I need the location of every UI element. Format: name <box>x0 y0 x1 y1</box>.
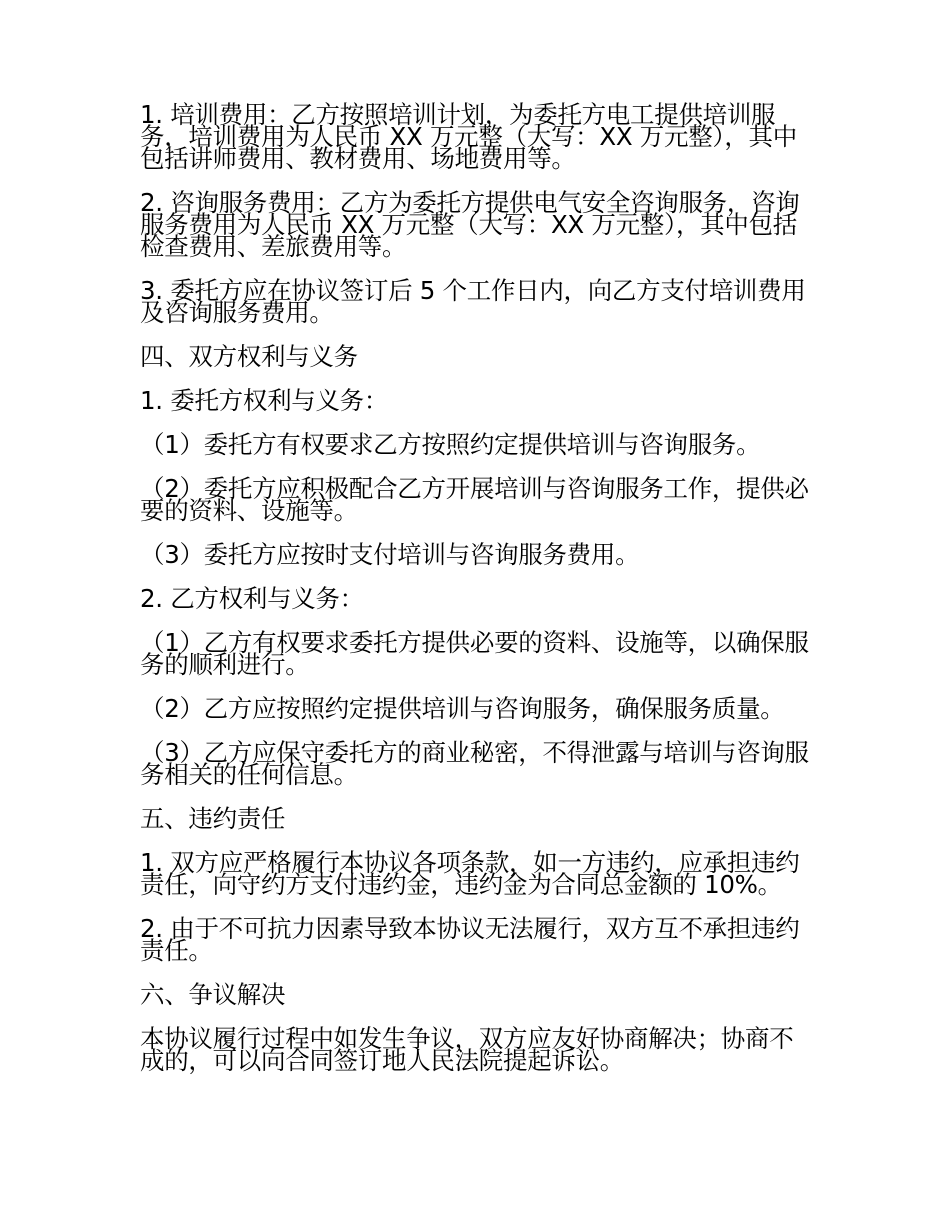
section-heading-breach: 五、违约责任 <box>140 804 286 833</box>
section-heading-rights: 四、双方权利与义务 <box>140 342 358 371</box>
section-heading-dispute: 六、争议解决 <box>140 980 286 1009</box>
paragraph-client-rights-title: 1. 委托方权利与义务： <box>140 386 389 415</box>
paragraph-dispute: 本协议履行过程中如发生争议，双方应友好协商解决；协商不成的，可以向合同签订地人民法院提起诉讼。 <box>140 1024 794 1075</box>
paragraph-fee-consulting: 2. 咨询服务费用：乙方为委托方提供电气安全咨询服务，咨询服务费用为人民币 XX 万元整（大写：XX 万元整），其中包括检查费用、差旅费用等。 <box>140 188 800 261</box>
paragraph-payment-deadline: 3. 委托方应在协议签订后 5 个工作日内，向乙方支付培训费用及咨询服务费用。 <box>140 276 806 327</box>
paragraph-client-right-3: （3）委托方应按时支付培训与咨询服务费用。 <box>140 540 640 569</box>
paragraph-provider-right-1: （1）乙方有权要求委托方提供必要的资料、设施等，以确保服务的顺利进行。 <box>140 628 809 679</box>
paragraph-provider-right-2: （2）乙方应按照约定提供培训与咨询服务，确保服务质量。 <box>140 694 785 723</box>
paragraph-client-right-2: （2）委托方应积极配合乙方开展培训与咨询服务工作，提供必要的资料、设施等。 <box>140 474 809 525</box>
document-page <box>140 100 812 1094</box>
paragraph-provider-right-3: （3）乙方应保守委托方的商业秘密，不得泄露与培训与咨询服务相关的任何信息。 <box>140 738 809 789</box>
paragraph-breach-2: 2. 由于不可抗力因素导致本协议无法履行，双方互不承担违约责任。 <box>140 914 800 965</box>
paragraph-provider-rights-title: 2. 乙方权利与义务： <box>140 584 364 613</box>
paragraph-breach-1: 1. 双方应严格履行本协议各项条款，如一方违约，应承担违约责任，向守约方支付违约金，违约金为合同总金额的 10%。 <box>140 848 800 899</box>
paragraph-client-right-1: （1）委托方有权要求乙方按照约定提供培训与咨询服务。 <box>140 430 761 459</box>
paragraph-fee-training: 1. 培训费用：乙方按照培训计划，为委托方电工提供培训服务，培训费用为人民币 XX 万元整（大写：XX 万元整），其中包括讲师费用、教材费用、场地费用等。 <box>140 100 797 173</box>
